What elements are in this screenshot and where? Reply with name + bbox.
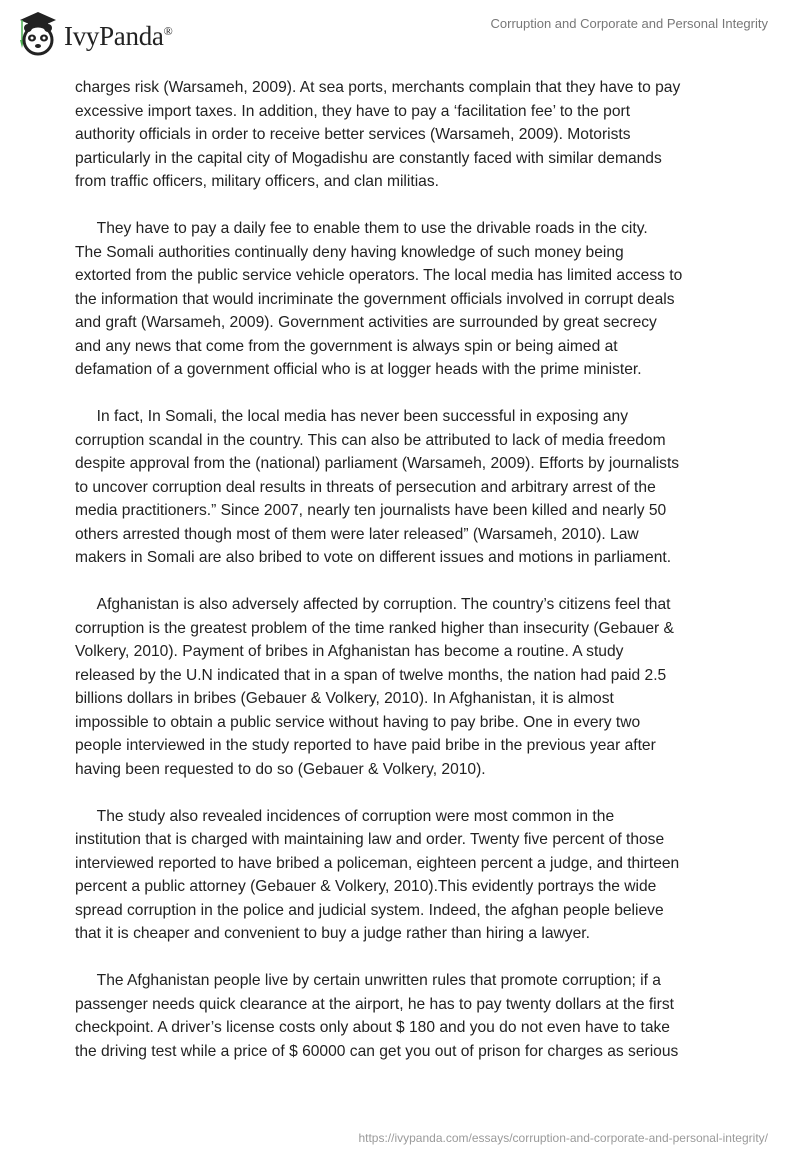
text-line: charges risk (Warsameh, 2009). At sea ports, merchants complain that they have to pay <box>75 79 681 96</box>
text-line: interviewed reported to have bribed a policeman, eighteen percent a judge, and thirteen <box>75 854 680 872</box>
text-line: authority officials in order to receive better services (Warsameh, 2009). Motorists <box>75 126 631 143</box>
text-line: the driving test while a price of $ 60000 can get you out of prison for charges as serious <box>75 1042 679 1060</box>
text-line: passenger needs quick clearance at the airport, he has to pay twenty dollars at the first <box>75 995 674 1013</box>
text-line: from traffic officers, military officers, and clan militias. <box>75 173 439 190</box>
text-line: having been requested to do so (Gebauer & Volkery, 2010). <box>75 760 486 778</box>
text-line: In fact, In Somali, the local media has never been successful in exposing any <box>75 408 629 425</box>
text-line: billions dollars in bribes (Gebauer & Volkery, 2010). In Afghanistan, it is almost <box>75 690 614 707</box>
text-line: checkpoint. A driver’s license costs only about $ 180 and you do not even have to take <box>75 1019 670 1036</box>
text-line: and graft (Warsameh, 2009). Government activities are surrounded by great secrecy <box>75 314 657 331</box>
source-url: https://ivypanda.com/essays/corruption-and-corporate-and-personal-integrity/ <box>358 1131 768 1145</box>
ivypanda-logo[interactable] <box>18 10 172 56</box>
document-title: Corruption and Corporate and Personal Integrity <box>490 16 768 31</box>
text-line: released by the U.N indicated that in a span of twelve months, the nation had paid 2.5 <box>75 666 667 684</box>
text-line: the information that would incriminate the government officials involved in corrupt deals <box>75 290 675 308</box>
paragraph <box>75 969 735 1063</box>
paragraph <box>75 217 735 382</box>
text-line: impossible to obtain a public service without having to pay bribe. One in every two <box>75 713 641 731</box>
text-line: excessive import taxes. In addition, they have to pay a ‘facilitation fee’ to the port <box>75 102 631 120</box>
paragraph <box>75 593 735 781</box>
text-line: percent a public attorney (Gebauer & Volkery, 2010).This evidently portrays the wide <box>75 878 657 895</box>
text-line: They have to pay a daily fee to enable them to use the drivable roads in the city. <box>75 220 648 237</box>
panda-graduate-icon <box>18 10 58 56</box>
text-line: media practitioners.” Since 2007, nearly ten journalists have been killed and nearly 50 <box>75 502 667 519</box>
paragraph <box>75 76 735 194</box>
text-line: Afghanistan is also adversely affected by corruption. The country’s citizens feel that <box>75 596 671 613</box>
text-line: despite approval from the (national) parliament (Warsameh, 2009). Efforts by journalists <box>75 455 680 472</box>
text-line: Volkery, 2010). Payment of bribes in Afghanistan has become a routine. A study <box>75 643 624 660</box>
text-line: defamation of a government official who is at logger heads with the prime minister. <box>75 361 642 378</box>
text-line: makers in Somali are also bribed to vote on different issues and motions in parliament. <box>75 549 672 566</box>
text-line: corruption scandal in the country. This can also be attributed to lack of media freedom <box>75 431 666 449</box>
paragraph <box>75 805 735 946</box>
text-line: that it is cheaper and convenient to buy a judge rather than hiring a lawyer. <box>75 925 590 942</box>
text-line: to uncover corruption deal results in threats of persecution and arbitrary arrest of the <box>75 478 656 496</box>
text-line: The Afghanistan people live by certain unwritten rules that promote corruption; if a <box>75 972 661 989</box>
text-line: The Somali authorities continually deny having knowledge of such money being <box>75 243 624 261</box>
logo-text: IvyPanda® <box>64 20 173 51</box>
text-line: extorted from the public service vehicle operators. The local media has limited access to <box>75 267 683 284</box>
text-line: The study also revealed incidences of corruption were most common in the <box>75 807 615 825</box>
text-line: people interviewed in the study reported to have paid bribe in the previous year after <box>75 737 656 754</box>
text-line: others arrested though most of them were later released” (Warsameh, 2010). Law <box>75 525 639 543</box>
text-line: particularly in the capital city of Mogadishu are constantly faced with similar demands <box>75 149 662 167</box>
text-line: institution that is charged with maintaining law and order. Twenty five percent of those <box>75 831 665 848</box>
paragraph <box>75 405 735 570</box>
text-line: corruption is the greatest problem of the time ranked higher than insecurity (Gebauer & <box>75 619 674 637</box>
text-line: and any news that come from the government is always spin or being aimed at <box>75 337 618 355</box>
text-line: spread corruption in the police and judicial system. Indeed, the afghan people believe <box>75 901 664 919</box>
essay-body <box>75 76 735 1087</box>
